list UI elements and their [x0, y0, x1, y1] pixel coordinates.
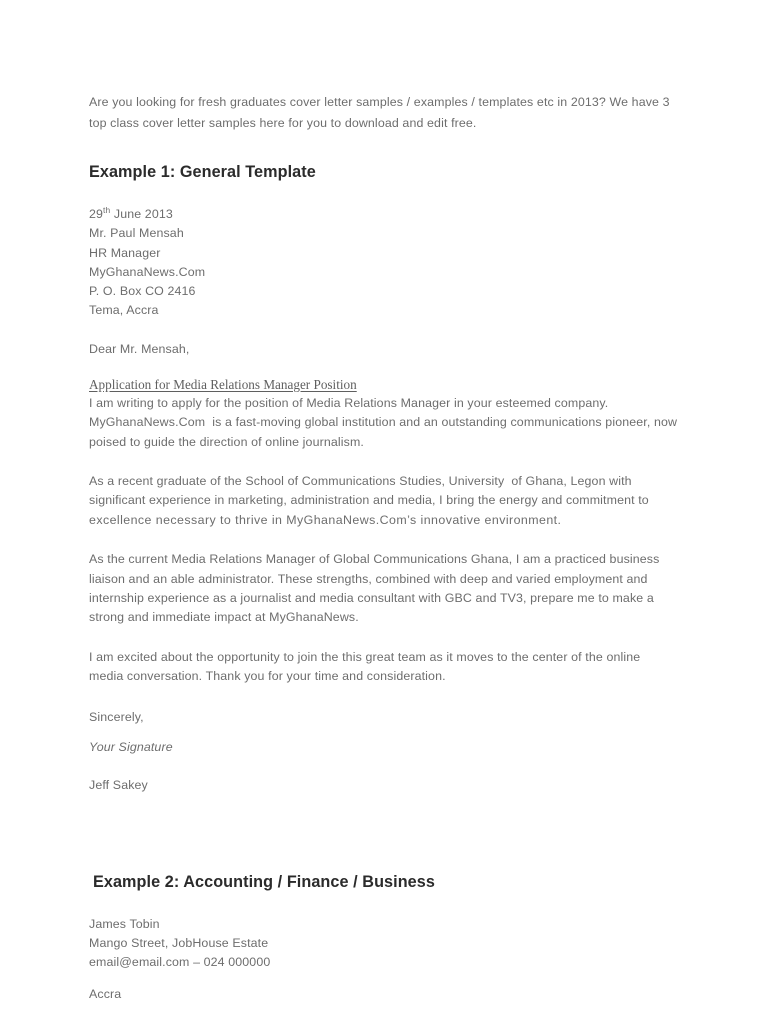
recipient-title: HR Manager — [89, 245, 161, 260]
paragraph-2-line-1: As a recent graduate of the School of Communications Studies, University of Ghana, Legon with — [89, 474, 632, 488]
date-ordinal-suffix: th — [103, 204, 111, 215]
closing-salutation: Sincerely, — [89, 709, 144, 724]
example-2-sender-contact: email@email.com – 024 000000 — [89, 955, 271, 970]
example-1-sender-name: Jeff Sakey — [89, 777, 148, 792]
recipient-name: Mr. Paul Mensah — [89, 226, 184, 241]
letter-date — [89, 205, 678, 224]
intro-paragraph: Are you looking for fresh graduates cover letter samples / examples / templates etc in 2013? We have 3 top class cover letter samples here for you to download and edit free. — [89, 95, 670, 130]
body-paragraph-3: As the current Media Relations Manager of Global Communications Ghana, I am a practiced business liaison and an able administrator. These strengths, combined with deep and varied employment and internship experience as a journalist and media consultant with GBC and TV3, prepare me to make a strong and immediate impact at MyGhanaNews. — [89, 552, 664, 625]
recipient-company: MyGhanaNews.Com — [89, 264, 206, 279]
document-content — [89, 92, 678, 1004]
signature-placeholder: Your Signature — [89, 739, 173, 754]
example-2-address-block — [89, 915, 678, 973]
date-rest: June 2013 — [110, 207, 173, 221]
example-1-address-block — [89, 205, 678, 321]
paragraph-2-line-3: excellence necessary to thrive in MyGhanaNews.Com’s innovative environment. — [89, 512, 562, 527]
salutation: Dear Mr. Mensah, — [89, 341, 190, 356]
body-paragraph-4: I am excited about the opportunity to join the this great team as it moves to the center of the online media conversation. Thank you for your time and consideration. — [89, 649, 644, 684]
paragraph-1-line-3: poised to guide the direction of online journalism. — [89, 434, 364, 449]
recipient-city: Tema, Accra — [89, 303, 159, 318]
body-paragraph-1 — [89, 394, 678, 452]
paragraph-2-line-2: significant experience in marketing, administration and media, I bring the energy and commitment to — [89, 493, 649, 508]
example-2-heading: Example 2: Accounting / Finance / Business — [93, 872, 435, 891]
subject-line: Application for Media Relations Manager Position — [89, 376, 357, 392]
body-paragraph-2 — [89, 472, 678, 530]
example-1-heading: Example 1: General Template — [89, 163, 316, 181]
date-number: 29 — [89, 207, 104, 221]
example-2-sender-street: Mango Street, JobHouse Estate — [89, 935, 269, 950]
example-2-sender-city: Accra — [89, 986, 122, 1001]
paragraph-1-line-2: MyGhanaNews.Com is a fast-moving global institution and an outstanding communications pioneer, now — [89, 415, 678, 430]
recipient-pobox: P. O. Box CO 2416 — [89, 284, 196, 299]
paragraph-1-line-1: I am writing to apply for the position of Media Relations Manager in your esteemed company. — [89, 395, 609, 410]
example-2-sender-name: James Tobin — [89, 916, 160, 931]
